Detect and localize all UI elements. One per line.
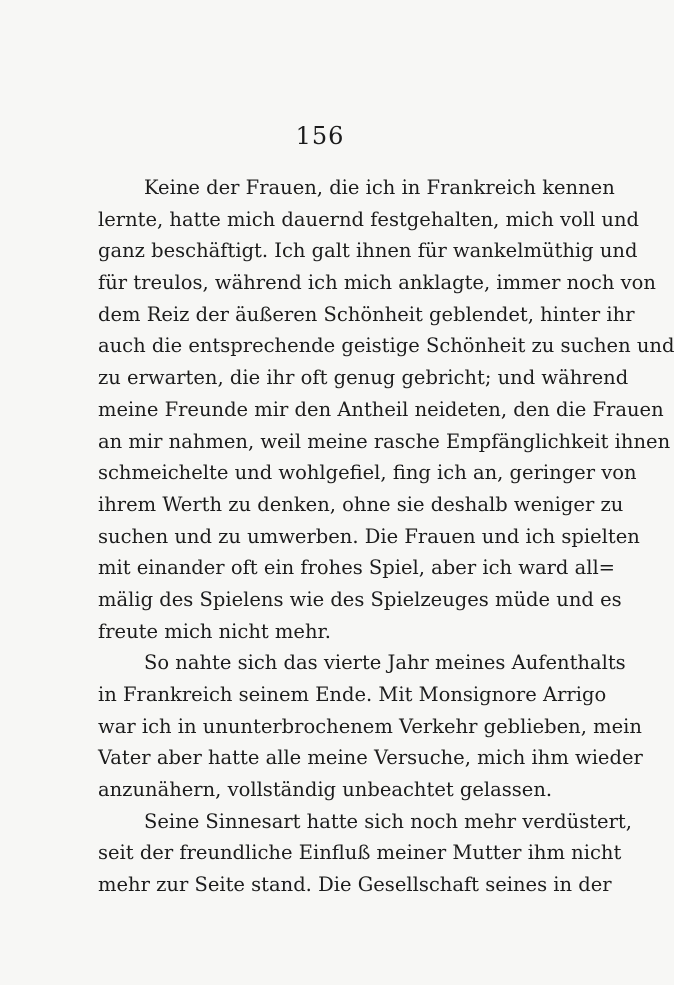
text-line: auch die entsprechende geistige Schönheit zu suchen und <box>98 334 674 358</box>
text-line: für treulos, während ich mich anklagte, immer noch von <box>98 271 656 295</box>
text-line: meine Freunde mir den Antheil neideten, den die Frauen <box>98 397 664 421</box>
text-line: mälig des Spielens wie des Spielzeuges müde und es <box>98 587 622 611</box>
text-line: war ich in ununterbrochenem Verkehr geblieben, mein <box>98 714 642 738</box>
text-line: lernte, hatte mich dauernd festgehalten, mich voll und <box>98 207 640 231</box>
text-line: freute mich nicht mehr. <box>98 619 331 643</box>
text-line: ganz beschäftigt. Ich galt ihnen für wankelmüthig und <box>98 239 638 263</box>
text-line: in Frankreich seinem Ende. Mit Monsignore Arrigo <box>98 683 607 706</box>
text-line: Seine Sinnesart hatte sich noch mehr verdüstert, <box>144 809 632 833</box>
text-line: suchen und zu umwerben. Die Frauen und ich spielten <box>98 524 640 548</box>
text-line: ihrem Werth zu denken, ohne sie deshalb weniger zu <box>98 492 624 516</box>
text-line: mit einander oft ein frohes Spiel, aber ich ward all= <box>98 556 616 580</box>
text-line: Vater aber hatte alle meine Versuche, mich ihm wieder <box>98 746 643 770</box>
text-line: mehr zur Seite stand. Die Gesellschaft seines in der <box>98 873 612 897</box>
text-line: an mir nahmen, weil meine rasche Empfänglichkeit ihnen <box>98 429 671 453</box>
text-line: seit der freundliche Einfluß meiner Mutter ihm nicht <box>98 841 622 865</box>
text-line: Keine der Frauen, die ich in Frankreich kennen <box>144 176 615 199</box>
text-line: anzunähern, vollständig unbeachtet gelassen. <box>98 778 553 802</box>
page-number: 156 <box>295 122 345 150</box>
body-text <box>98 172 674 901</box>
text-line: schmeichelte und wohlgefiel, fing ich an, geringer von <box>98 461 637 485</box>
text-line: So nahte sich das vierte Jahr meines Aufenthalts <box>144 651 626 675</box>
text-line: dem Reiz der äußeren Schönheit geblendet, hinter ihr <box>98 302 635 326</box>
text-line: zu erwarten, die ihr oft genug gebricht; und während <box>98 366 629 390</box>
